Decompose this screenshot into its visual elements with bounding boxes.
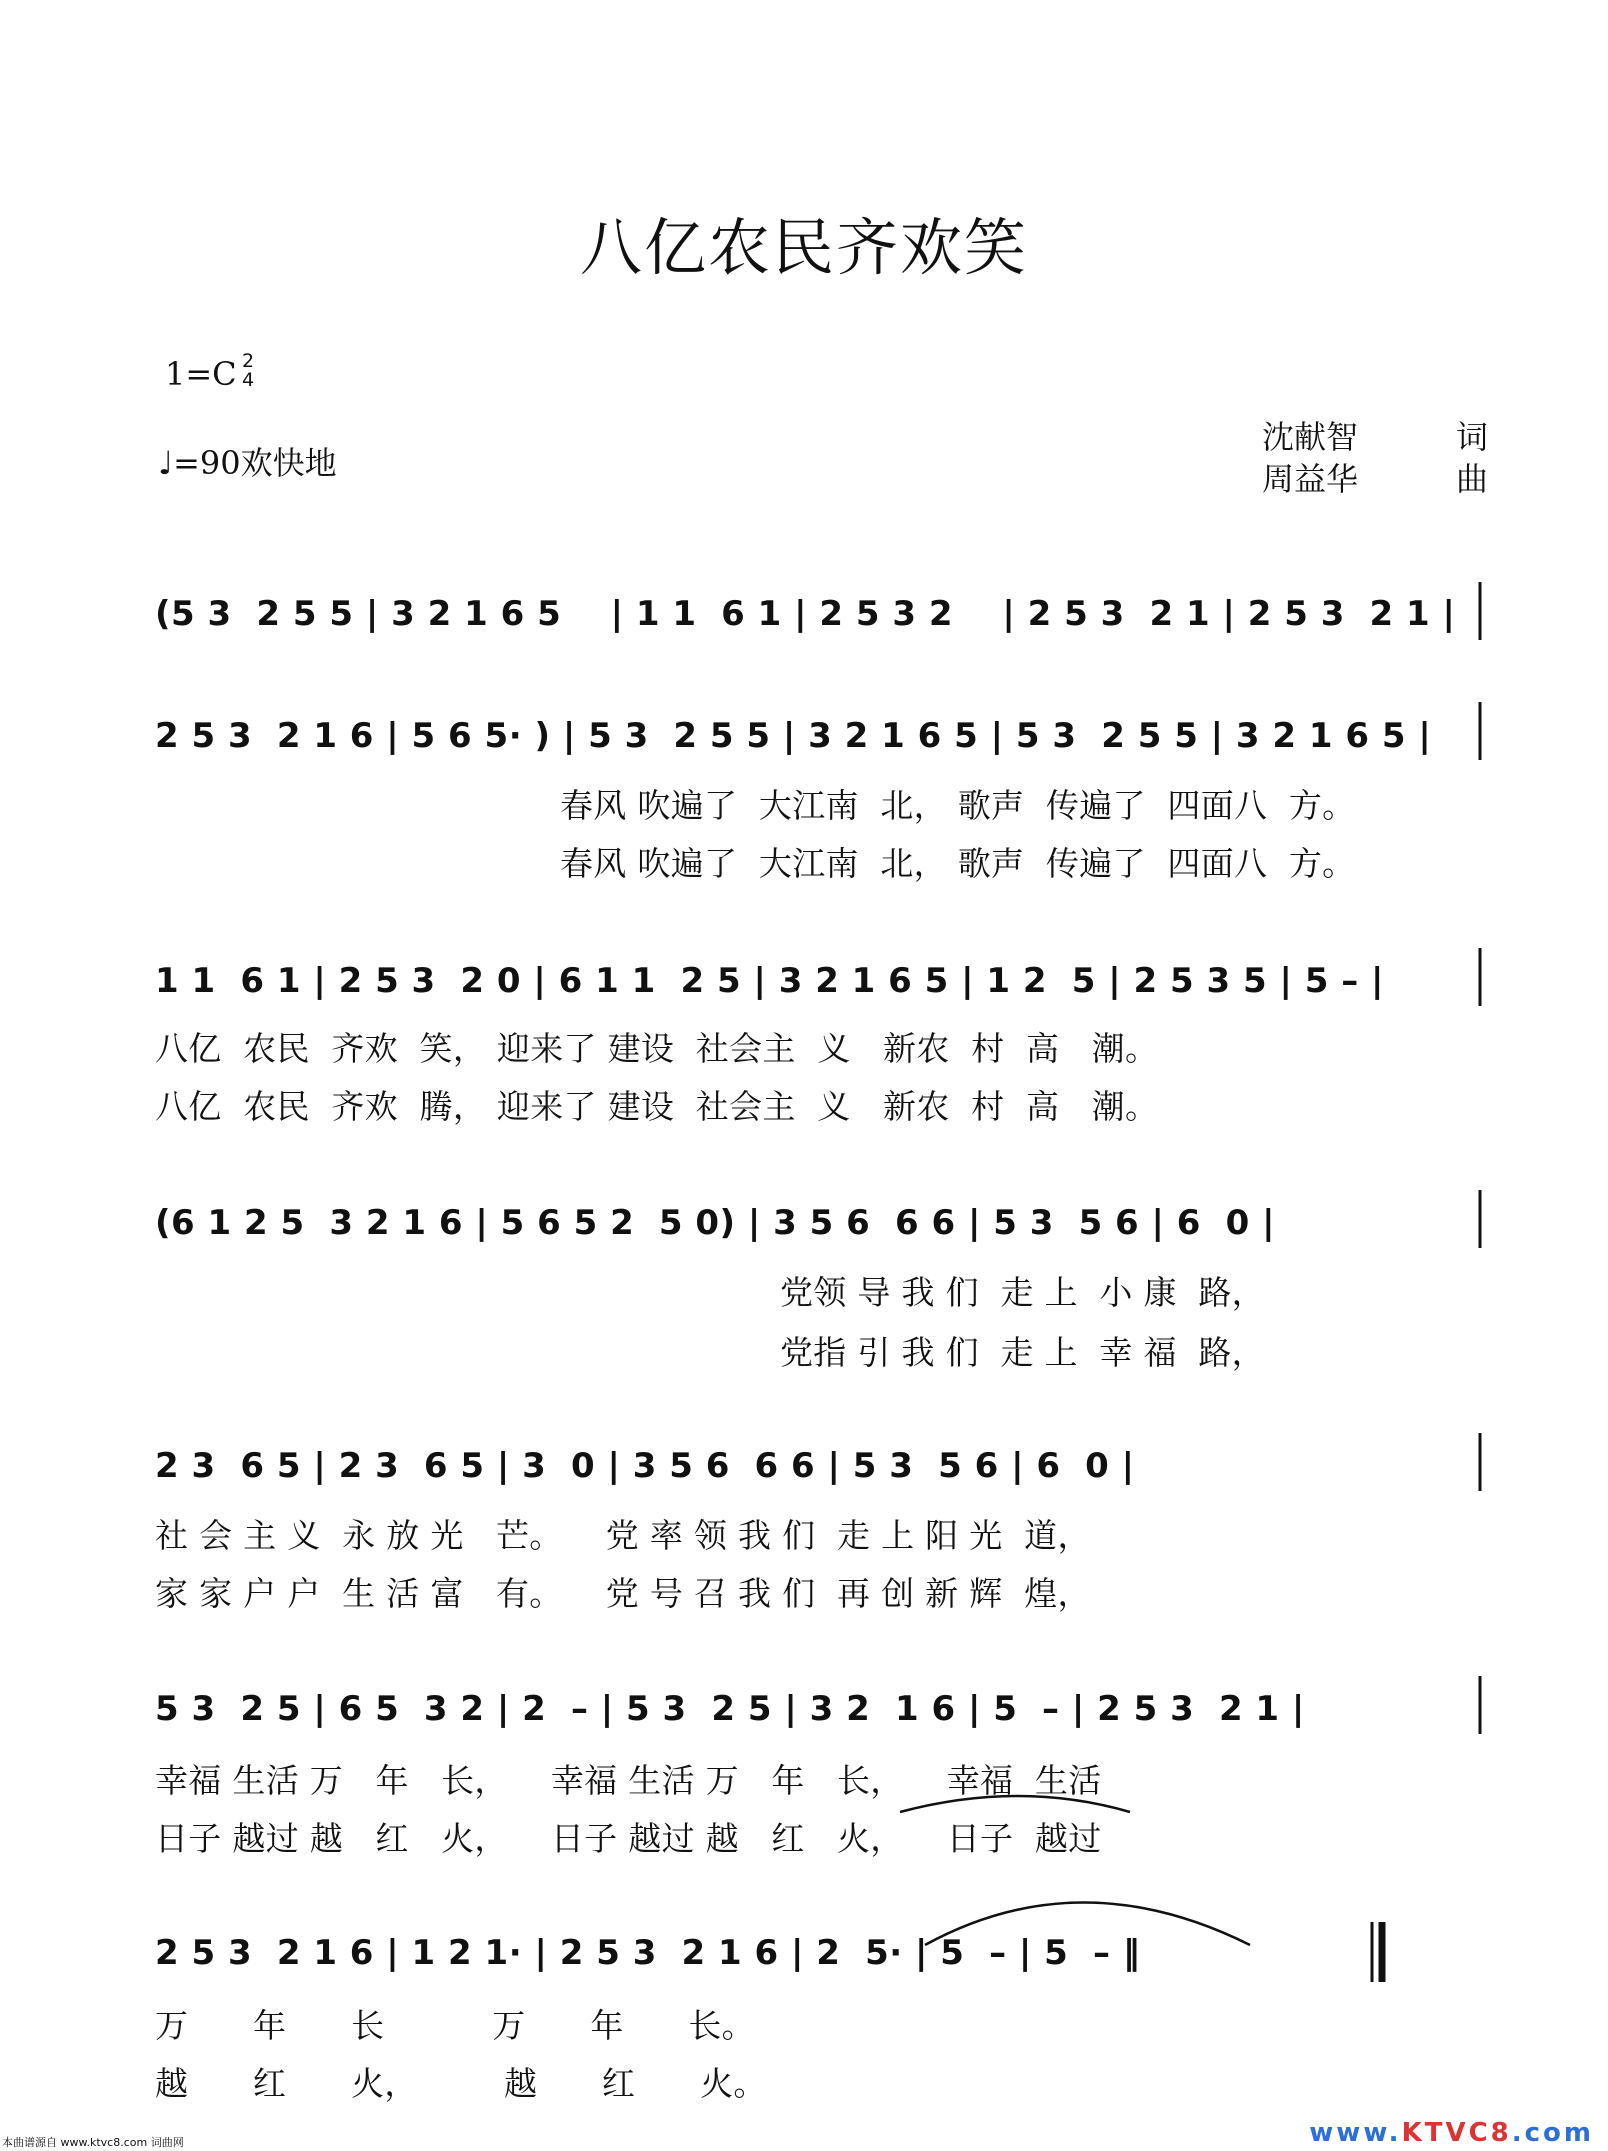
lyric-text: 八亿 农民 齐欢 腾， 迎来了 建设 社会主 义 新农 村 高 潮。 [155,1087,1159,1125]
key-signature: 1=C [165,355,237,393]
lyricist-name: 沈献智 [1262,418,1359,456]
lyric-text: 幸福 生活 万 年 长， 幸福 生活 万 年 长， 幸福 生活 [155,1761,1102,1799]
bar-lines [1372,582,1480,1982]
lyricist-role: 词 [1455,418,1488,456]
lyric-text: 春风 吹遍了 大江南 北， 歌声 传遍了 四面八 方。 [560,844,1356,882]
slur [925,1903,1250,1946]
site-watermark [1309,2118,1594,2148]
lyric-text: 社 会 主 义 永 放 光 芒。 党 率 领 我 们 走 上 阳 光 道， [155,1516,1091,1554]
footer-source: 本曲谱源自 www.ktvc8.com 词曲网 [2,2136,184,2149]
lyric-text: 八亿 农民 齐欢 笑， 迎来了 建设 社会主 义 新农 村 高 潮。 [155,1029,1159,1067]
staff-notes: 1 1 6 1 | 2 5 3 2 0 | 6 1 1 2 5 | 3 2 1 6 5 | 1 2 5 | 2 5 3 5 | 5 – | [155,961,1384,1001]
lyric-text: 党指 引 我 们 走 上 幸 福 路， [780,1333,1265,1371]
time-signature-top: 2 [242,350,255,372]
time-signature-bottom: 4 [242,369,255,391]
slur [900,1796,1130,1812]
slurs [900,1796,1250,1945]
composer-role: 曲 [1455,460,1488,498]
song-title: 八亿农民齐欢笑 [579,211,1028,284]
staff-notes: (5 3 2 5 5 | 3 2 1 6 5 | 1 1 6 1 | 2 5 3 2 | 2 5 3 2 1 | 2 5 3 2 1 | [155,594,1456,634]
watermark-prefix: www. [1309,2118,1402,2148]
lyric-text: 日子 越过 越 红 火， 日子 越过 越 红 火， 日子 越过 [155,1819,1102,1857]
lyric-text: 万 年 长 万 年 长。 [155,2006,755,2044]
watermark-suffix: .com [1511,2118,1594,2148]
composer-name: 周益华 [1262,460,1359,498]
tempo-marking: ♩=90欢快地 [158,444,337,482]
lyric-text: 越 红 火， 越 红 火。 [155,2064,767,2102]
staff-notes: 2 5 3 2 1 6 | 5 6 5· ) | 5 3 2 5 5 | 3 2 1 6 5 | 5 3 2 5 5 | 3 2 1 6 5 | [155,716,1432,756]
staff-notes: 2 3 6 5 | 2 3 6 5 | 3 0 | 3 5 6 6 6 | 5 3 5 6 | 6 0 | [155,1446,1135,1486]
staff-notes: (6 1 2 5 3 2 1 6 | 5 6 5 2 5 0) | 3 5 6 6 6 | 5 3 5 6 | 6 0 | [155,1203,1276,1243]
lyric-text: 家 家 户 户 生 活 富 有。 党 号 召 我 们 再 创 新 辉 煌， [155,1574,1091,1612]
lyric-text: 春风 吹遍了 大江南 北， 歌声 传遍了 四面八 方。 [560,786,1356,824]
staff-notes: 5 3 2 5 | 6 5 3 2 | 2 – | 5 3 2 5 | 3 2 1 6 | 5 – | 2 5 3 2 1 | [155,1689,1305,1729]
watermark-brand: KTVC8 [1401,2118,1512,2148]
lyric-text: 党领 导 我 们 走 上 小 康 路， [780,1273,1265,1311]
staff-notes: 2 5 3 2 1 6 | 1 2 1· | 2 5 3 2 1 6 | 2 5· | 5 – | 5 – ‖ [155,1933,1141,1973]
